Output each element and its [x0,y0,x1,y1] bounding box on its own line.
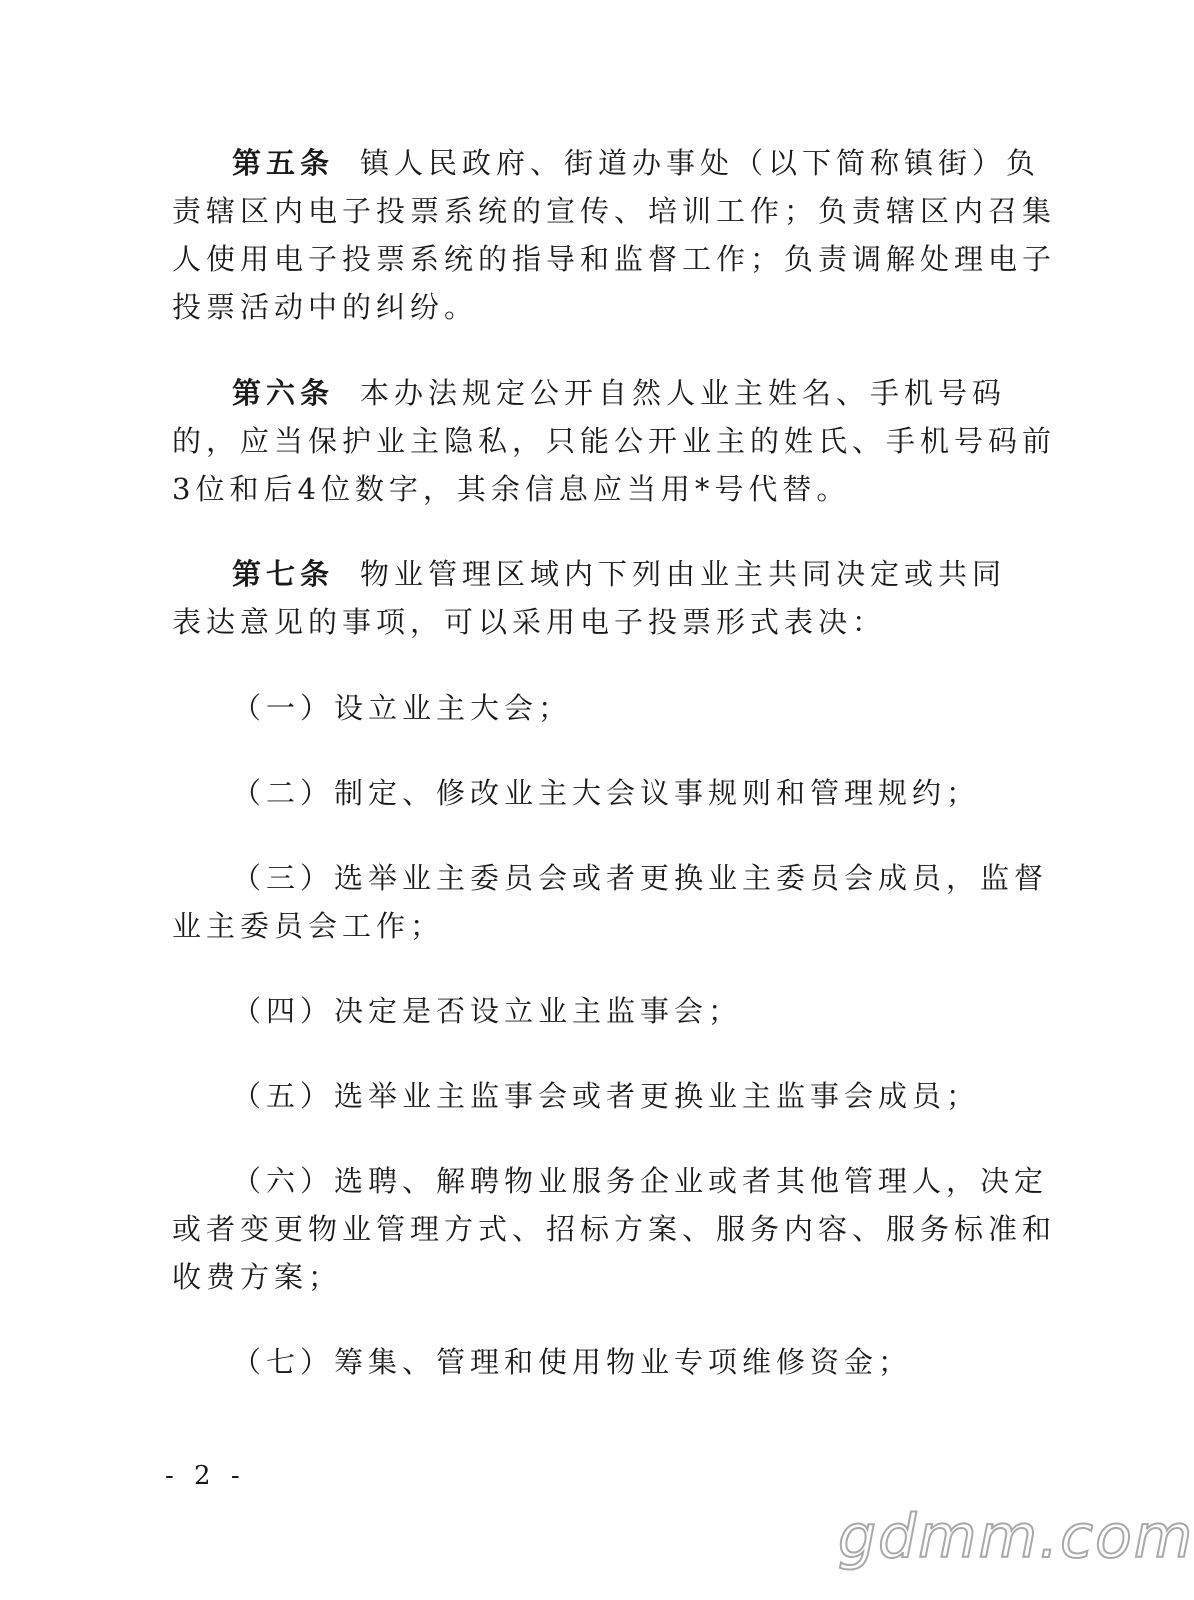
article-5-line-3: 人使用电子投票系统的指导和监督工作；负责调解处理电子 [172,242,1057,276]
list-item-6-line-3: 收费方案； [172,1260,343,1294]
article-6-line-3: 3位和后4位数字，其余信息应当用*号代替。 [172,472,851,506]
list-item-6-line-2: 或者变更物业管理方式、招标方案、服务内容、服务标准和 [172,1212,1057,1246]
article-7-line-1 [232,554,1007,594]
article-5-heading: 第五条 [232,146,335,180]
article-5-text-1: 镇人民政府、街道办事处（以下简称镇街）负 [360,146,1041,180]
article-7-heading: 第七条 [232,557,335,591]
article-6-line-1 [232,373,1007,413]
article-5-line-2: 责辖区内电子投票系统的宣传、培训工作；负责辖区内召集 [172,194,1057,228]
list-item-4: （四）决定是否设立业主监事会； [232,994,743,1028]
list-item-6-line-1: （六）选聘、解聘物业服务企业或者其他管理人，决定 [232,1164,1049,1198]
list-item-7: （七）筹集、管理和使用物业专项维修资金； [232,1345,913,1379]
page-number: - 2 - [165,1461,246,1491]
article-7-line-2: 表达意见的事项，可以采用电子投票形式表决： [172,605,887,639]
article-6-line-2: 的，应当保护业主隐私，只能公开业主的姓氏、手机号码前 [172,424,1057,458]
article-5-line-1 [232,143,1041,183]
list-item-2: （二）制定、修改业主大会议事规则和管理规约； [232,776,981,810]
watermark-logo: gdmm.com [838,1502,1194,1572]
article-6-heading: 第六条 [232,376,335,410]
article-6-text-1: 本办法规定公开自然人业主姓名、手机号码 [360,376,1007,410]
article-7-text-1: 物业管理区域内下列由业主共同决定或共同 [360,557,1007,591]
list-item-1: （一）设立业主大会； [232,691,573,725]
article-5-line-4: 投票活动中的纠纷。 [172,290,479,324]
list-item-5: （五）选举业主监事会或者更换业主监事会成员； [232,1079,981,1113]
list-item-3-line-2: 业主委员会工作； [172,909,445,943]
list-item-3-line-1: （三）选举业主委员会或者更换业主委员会成员，监督 [232,861,1049,895]
